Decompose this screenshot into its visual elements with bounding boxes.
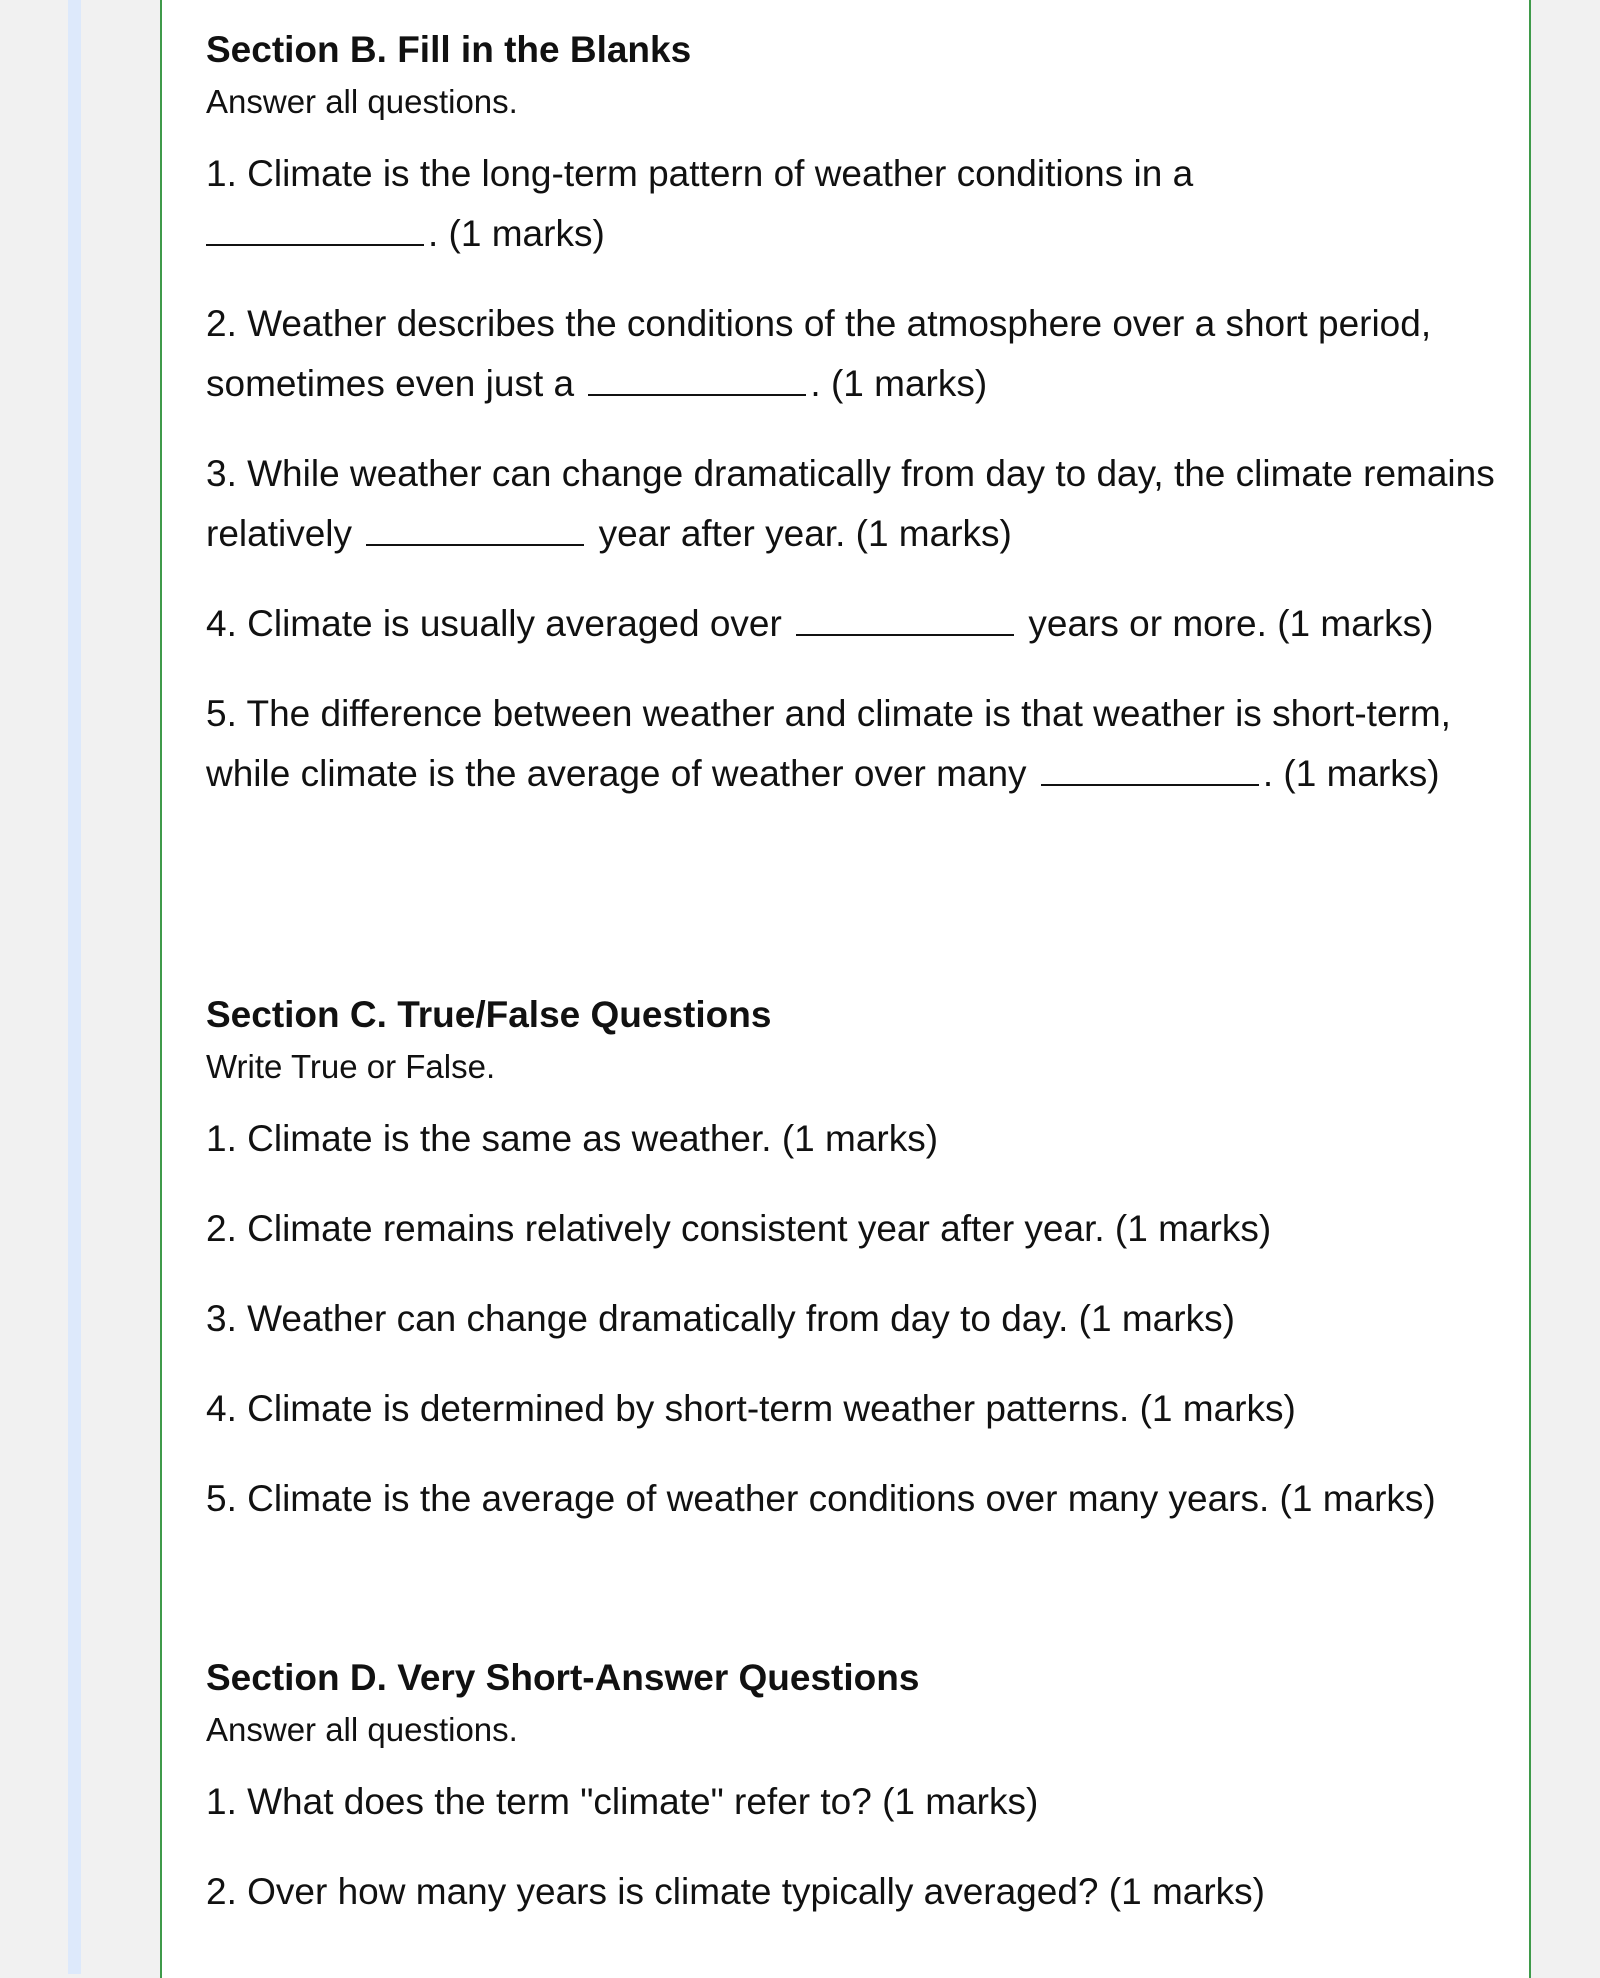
section-c xyxy=(206,993,1496,1529)
question-marks: years or more. (1 marks) xyxy=(1028,603,1434,644)
question-text: 2. Weather describes the conditions of the atmosphere over a short period, sometimes even just a xyxy=(206,303,1432,404)
section-c-questions xyxy=(206,1109,1496,1529)
answer-blank xyxy=(366,543,584,546)
true-false-question-5: 5. Climate is the average of weather conditions over many years. (1 marks) xyxy=(206,1478,1436,1519)
section-d-instruction: Answer all questions. xyxy=(206,1711,518,1748)
fill-blank-question-3 xyxy=(206,444,1496,564)
left-strip xyxy=(68,0,81,1974)
question-text: 1. Climate is the long-term pattern of weather conditions in a xyxy=(206,153,1194,194)
short-answer-question-2: 2. Over how many years is climate typically averaged? (1 marks) xyxy=(206,1871,1265,1912)
question-marks: . (1 marks) xyxy=(428,213,605,254)
short-answer-question-1: 1. What does the term "climate" refer to? (1 marks) xyxy=(206,1781,1039,1822)
section-b xyxy=(206,28,1496,804)
section-c-title: Section C. True/False Questions xyxy=(206,994,772,1035)
answer-blank xyxy=(206,243,424,246)
question-marks: year after year. (1 marks) xyxy=(598,513,1012,554)
section-b-questions xyxy=(206,144,1496,804)
section-c-instruction: Write True or False. xyxy=(206,1048,496,1085)
section-d xyxy=(206,1656,1496,1922)
answer-blank xyxy=(1041,783,1259,786)
worksheet-page xyxy=(160,0,1531,1978)
question-text: 3. While weather can change dramatically from day to day, the climate remains relatively xyxy=(206,453,1495,554)
answer-blank xyxy=(796,633,1014,636)
section-d-title: Section D. Very Short-Answer Questions xyxy=(206,1657,920,1698)
answer-blank xyxy=(588,393,806,396)
question-text: 5. The difference between weather and climate is that weather is short-term, while climate is the average of weather over many xyxy=(206,693,1451,794)
question-text: 4. Climate is usually averaged over xyxy=(206,603,782,644)
true-false-question-4: 4. Climate is determined by short-term weather patterns. (1 marks) xyxy=(206,1388,1296,1429)
section-b-instruction: Answer all questions. xyxy=(206,83,518,120)
fill-blank-question-1 xyxy=(206,144,1496,264)
true-false-question-3: 3. Weather can change dramatically from day to day. (1 marks) xyxy=(206,1298,1235,1339)
fill-blank-question-2 xyxy=(206,294,1496,414)
fill-blank-question-4 xyxy=(206,594,1496,654)
true-false-question-2: 2. Climate remains relatively consistent year after year. (1 marks) xyxy=(206,1208,1272,1249)
question-marks: . (1 marks) xyxy=(810,363,988,404)
section-b-title: Section B. Fill in the Blanks xyxy=(206,29,692,70)
section-d-questions xyxy=(206,1772,1496,1922)
question-marks: . (1 marks) xyxy=(1262,753,1440,794)
true-false-question-1: 1. Climate is the same as weather. (1 marks) xyxy=(206,1118,939,1159)
fill-blank-question-5 xyxy=(206,684,1496,804)
